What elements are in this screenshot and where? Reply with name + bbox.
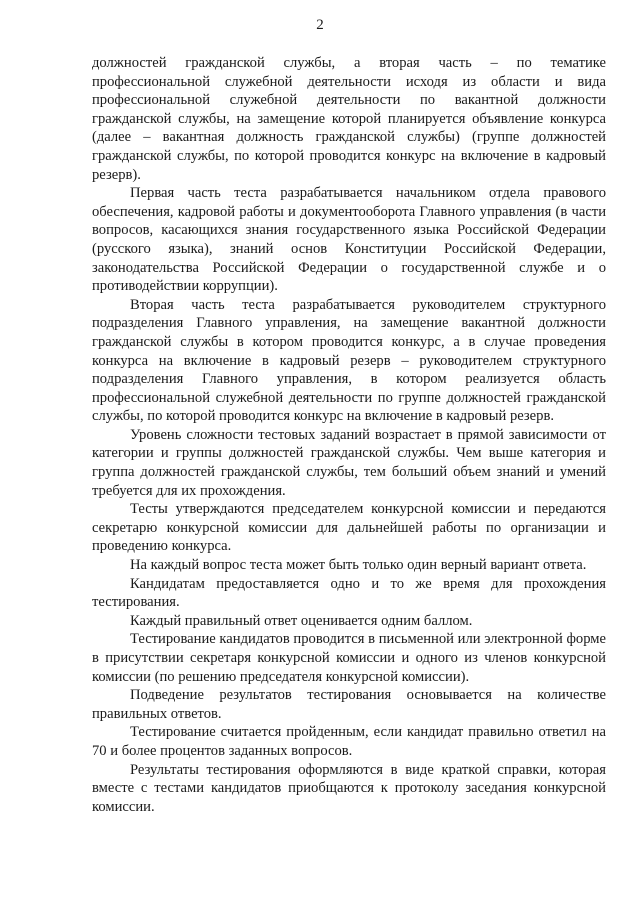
paragraph-9: Тестирование кандидатов проводится в письменной или электронной форме в присутствии секретаря конкурсной комиссии и одного из членов конкурсной комиссии (по решению председателя конкурсной комиссии). <box>92 631 606 685</box>
paragraph-2: Первая часть теста разрабатывается начальником отдела правового обеспечения, кадровой работы и документооборота Главного управления (в части вопросов, касающихся знания государственного языка Российской Федерации (русского языка), знаний основ Конституции Российской Федерации, законодательства Российской Федерации о государственной службе и о противодействии коррупции). <box>92 185 606 295</box>
paragraph-5: Тесты утверждаются председателем конкурсной комиссии и передаются секретарю конкурсной комиссии для дальнейшей работы по организации и проведению конкурса. <box>92 501 606 555</box>
paragraph-12: Результаты тестирования оформляются в виде краткой справки, которая вместе с тестами кандидатов приобщаются к протоколу заседания конкурсной комиссии. <box>92 761 606 815</box>
paragraph-6: На каждый вопрос теста может быть только один верный вариант ответа. <box>130 557 587 574</box>
page-number: 2 <box>316 17 324 33</box>
document-body <box>92 54 606 816</box>
paragraph-10: Подведение результатов тестирования основывается на количестве правильных ответов. <box>92 687 606 722</box>
paragraph-1: должностей гражданской службы, а вторая часть – по тематике профессиональной служебной деятельности исходя из области и вида профессиональной служебной деятельности по вакантной должности гражданской службы, на замещение которой планируется объявление конкурса (далее – вакантная должность гражданской службы) (группе должностей гражданской службы, по которой проводится конкурс на включение в кадровый резерв). <box>92 55 606 183</box>
paragraph-7: Кандидатам предоставляется одно и то же время для прохождения тестирования. <box>92 575 606 611</box>
paragraph-3: Вторая часть теста разрабатывается руководителем структурного подразделения Главного управления, на замещение вакантной должности гражданской службы в котором проводится конкурс, а в случае проведения конкурса на включение в кадровый резерв – руководителем структурного подразделения Главного управления, в котором реализуется область профессиональной служебной деятельности по группе должностей гражданской службы, по которой проводится конкурс на включение в кадровый резерв. <box>92 296 606 425</box>
paragraph-8: Каждый правильный ответ оценивается одним баллом. <box>130 612 473 629</box>
paragraph-4: Уровень сложности тестовых заданий возрастает в прямой зависимости от категории и группы должностей гражданской службы. Чем выше категория и группа должностей гражданской службы, тем больший объем знаний и умений требуется для их прохождения. <box>92 426 606 499</box>
paragraph-11: Тестирование считается пройденным, если кандидат правильно ответил на 70 и более процентов заданных вопросов. <box>92 724 606 759</box>
